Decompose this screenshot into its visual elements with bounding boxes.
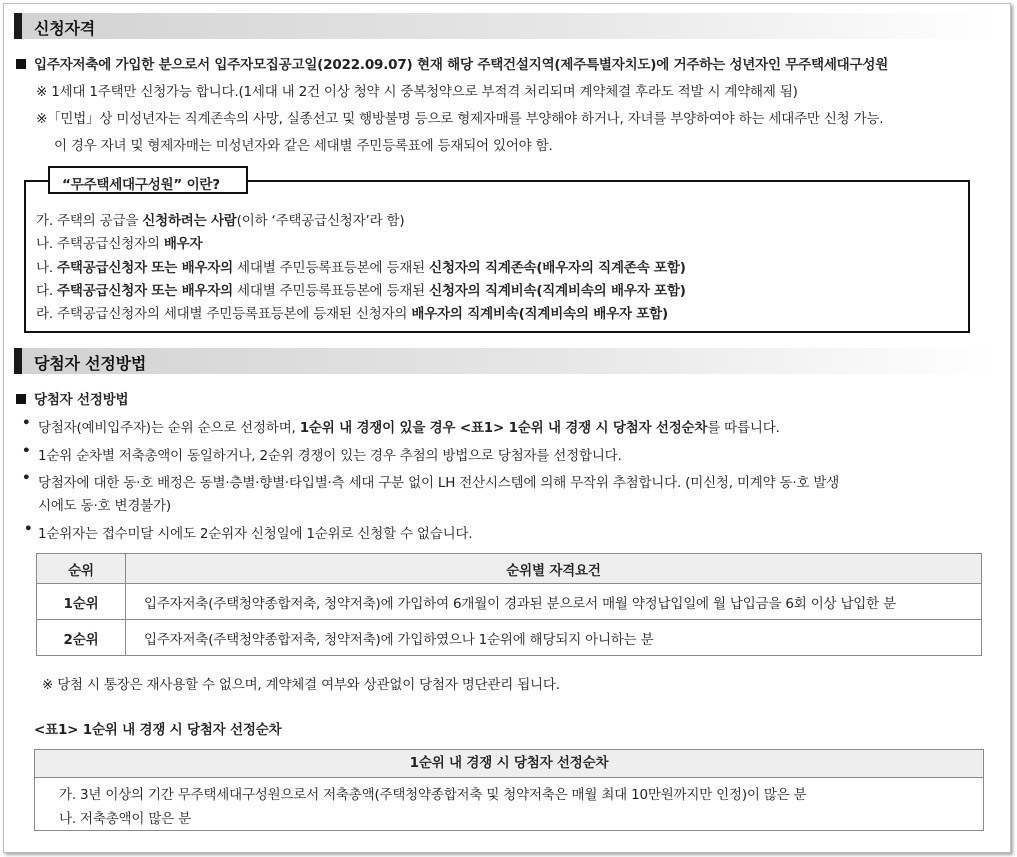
table1-caption: <표1> 1순위 내 경쟁 시 당첨자 선정순차	[34, 722, 282, 738]
bullet-dot-icon: •	[22, 470, 31, 486]
priority-order-table	[34, 749, 984, 831]
section-title: 신청자격	[34, 19, 96, 38]
section-marker	[14, 348, 22, 374]
section-marker	[14, 13, 22, 39]
selection-bullet: 1순위 순차별 저축총액이 동일하거나, 2순위 경쟁이 있는 경우 추첨의 방법으로 당첨자를 선정합니다.	[38, 448, 622, 464]
definition-item: 가. 주택의 공급을 신청하려는 사람(이하 ‘주택공급신청자’라 함)	[36, 213, 405, 229]
note-line: ※ 1세대 1주택만 신청가능 합니다.(1세대 내 2건 이상 청약 시 중복청약으로 부적격 처리되며 계약체결 후라도 적발 시 계약해제 됨)	[36, 84, 798, 100]
selection-bullet-continuation: 시에도 동·호 변경불가)	[38, 498, 171, 514]
bullet-dot-icon: •	[22, 443, 31, 459]
rank-cell: 1순위	[37, 584, 126, 620]
definition-item: 나. 주택공급신청자의 배우자	[36, 236, 203, 252]
table-row: 나. 저축총액이 많은 분	[59, 811, 191, 827]
note-line: 이 경우 자녀 및 형제자매는 미성년자와 같은 세대별 주민등록표에 등재되어 있어야 함.	[54, 138, 553, 154]
table-note: ※ 당첨 시 통장은 재사용할 수 없으며, 계약체결 여부와 상관없이 당첨자 명단관리 됩니다.	[42, 677, 560, 693]
selection-bullet: 당첨자(예비입주자)는 순위 순으로 선정하며, 1순위 내 경쟁이 있을 경우 <표1> 1순위 내 경쟁 시 당첨자 선정순차를 따릅니다.	[38, 420, 780, 436]
requirement-cell: 입주자저축(주택청약종합저축, 청약저축)에 가입하여 6개월이 경과된 분으로서 매월 약정납입일에 월 납입금을 6회 이상 납입한 분	[126, 584, 982, 620]
table-row: 가. 3년 이상의 기간 무주택세대구성원으로서 저축총액(주택청약종합저축 및 청약저축은 매월 최대 10만원까지만 인정)이 많은 분	[59, 787, 807, 803]
note-line: ※「민법」상 미성년자는 직계존속의 사망, 실종선고 및 행방불명 등으로 형제자매를 부양해야 하거나, 자녀를 부양하여야 하는 세대주만 신청 가능.	[36, 111, 884, 127]
bullet-dot-icon: •	[22, 415, 31, 431]
table-header-cell: 1순위 내 경쟁 시 당첨자 선정순차	[35, 750, 983, 778]
table-row	[37, 620, 982, 656]
table-row	[37, 584, 982, 620]
section-header-eligibility	[14, 13, 998, 39]
table-header-cell: 순위별 자격요건	[126, 554, 982, 584]
definition-item: 다. 주택공급신청자 또는 배우자의 세대별 주민등록표등본에 등재된 신청자의 직계비속(직계비속의 배우자 포함)	[36, 283, 686, 299]
selection-bullet: 당첨자에 대한 동·호 배정은 동별·층별·향별·타입별·측 세대 구분 없이 LH 전산시스템에 의해 무작위 추첨합니다. (미신청, 미계약 동·호 발생	[38, 475, 840, 491]
definition-box-title: “무주택세대구성원” 이란?	[48, 166, 248, 194]
section-title: 당첨자 선정방법	[34, 354, 147, 373]
eligibility-main-item	[16, 53, 888, 73]
selection-bullet: 1순위자는 접수미달 시에도 2순위자 신청일에 1순위로 신청할 수 없습니다.	[38, 526, 473, 542]
eligibility-main-text: 입주자저축에 가입한 분으로서 입주자모집공고일(2022.09.07) 현재 해당 주택건설지역(제주특별자치도)에 거주하는 성년자인 무주택세대구성원	[34, 57, 889, 73]
bullet-dot-icon: •	[24, 521, 33, 537]
table-header-cell: 순위	[37, 554, 126, 584]
square-bullet-icon	[16, 394, 26, 404]
table-header-row	[37, 554, 982, 584]
section-header-selection	[14, 348, 998, 374]
rank-cell: 2순위	[37, 620, 126, 656]
definition-item: 라. 주택공급신청자의 세대별 주민등록표등본에 등재된 신청자의 배우자의 직계비속(직계비속의 배우자 포함)	[36, 306, 668, 322]
requirement-cell: 입주자저축(주택청약종합저축, 청약저축)에 가입하였으나 1순위에 해당되지 아니하는 분	[126, 620, 982, 656]
square-bullet-icon	[16, 59, 26, 69]
definition-item: 나. 주택공급신청자 또는 배우자의 세대별 주민등록표등본에 등재된 신청자의 직계존속(배우자의 직계존속 포함)	[36, 260, 686, 276]
rank-qualification-table	[36, 553, 982, 656]
selection-subtitle: 당첨자 선정방법	[16, 388, 128, 408]
